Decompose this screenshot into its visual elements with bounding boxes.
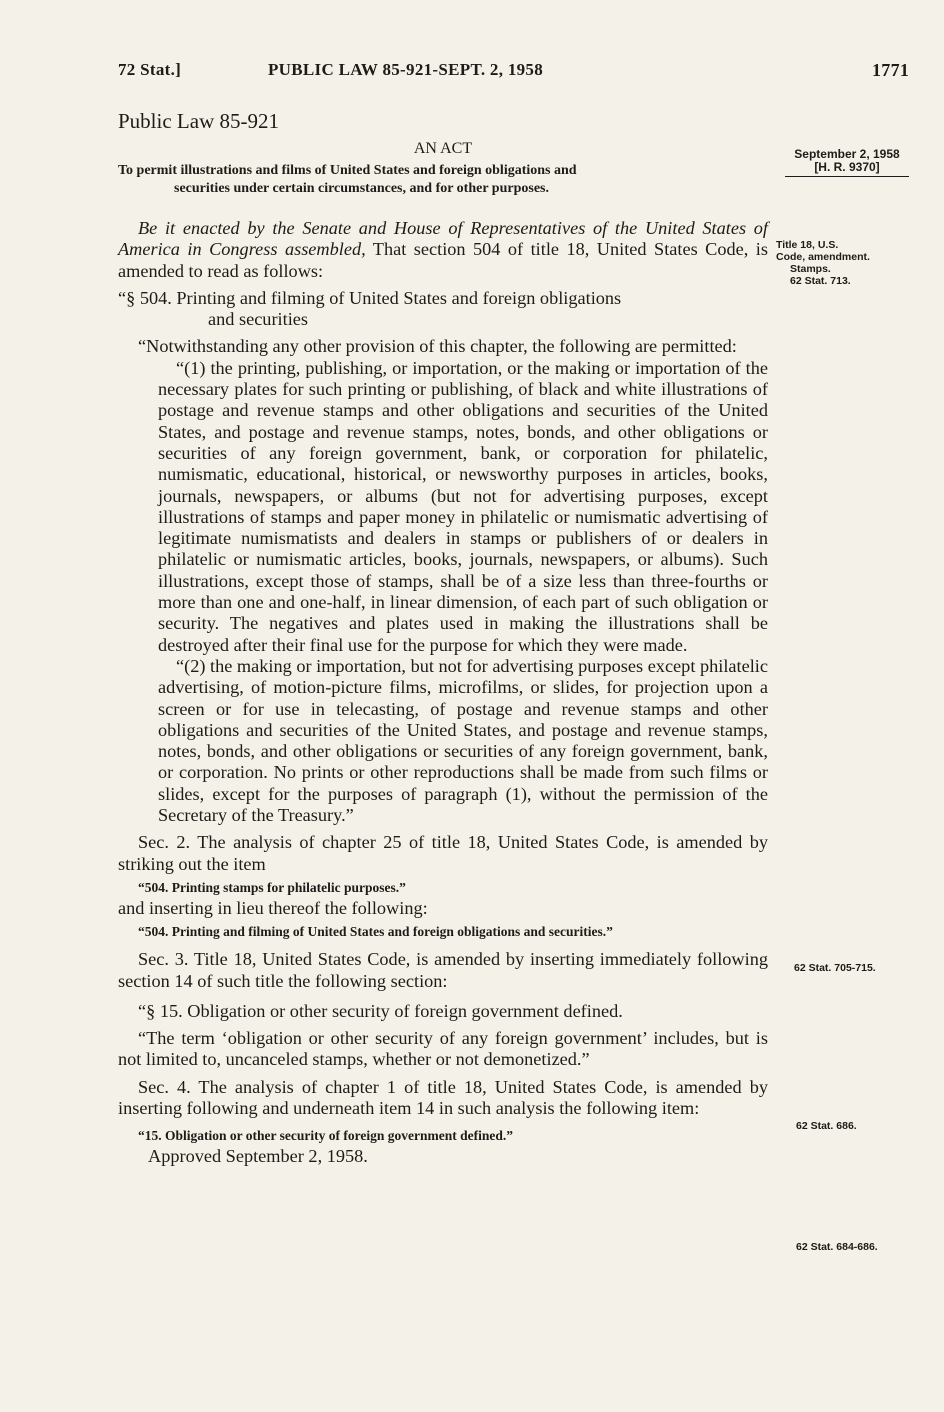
- margin-ref-sec2: 62 Stat. 705-715.: [794, 962, 876, 974]
- approved-date: Approved September 2, 1958.: [148, 1146, 368, 1167]
- section-15-text: “The term ‘obligation or other security of any foreign government’ includes, but is not limited to, uncanceled stamps, whether or not demonetized.”: [118, 1028, 768, 1070]
- running-header: PUBLIC LAW 85-921-SEPT. 2, 1958: [268, 60, 544, 79]
- notwithstanding-paragraph: “Notwithstanding any other provision of this chapter, the following are permitted:: [138, 336, 737, 357]
- stat-volume: 72 Stat.]: [118, 60, 182, 79]
- page-number: 1771: [872, 60, 910, 80]
- section-504-heading-1: “§ 504. Printing and filming of United States and foreign obligations: [118, 287, 622, 308]
- act-heading: AN ACT: [413, 140, 473, 157]
- margin-rule: [785, 176, 909, 177]
- enacting-clause: [118, 218, 768, 282]
- section-2: Sec. 2. The analysis of chapter 25 of title 18, United States Code, is amended by striking out the item: [118, 832, 768, 874]
- section-504-heading-2: and securities: [208, 309, 309, 330]
- enacting-rest: That section 504 of title 18, United States Code, is amended to read as follows:: [118, 239, 768, 281]
- purpose-line-2: securities under certain circumstances, and for other purposes.: [174, 181, 549, 196]
- purpose-line-1: To permit illustrations and films of United States and foreign obligations and: [118, 163, 577, 178]
- section-3: Sec. 3. Title 18, United States Code, is amended by inserting immediately following section 14 of such title the following section:: [118, 949, 768, 991]
- enacting-italic: Be it enacted by the Senate and House of Representatives of the United States of America in Congress assembled,: [118, 218, 768, 260]
- paragraph-2: “(2) the making or importation, but not for advertising purposes except philatelic advertising, of motion-picture films, microfilms, or slides, for projection upon a screen or for use in telecasting, of postage and revenue stamps and other obligations and securities of the United States, and postage and revenue stamps, notes, bonds, and other obligations or securities of any foreign government, bank, or corporation. No prints or other reproductions shall be made from such films or slides, except for the purposes of paragraph (1), without the permission of the Secretary of the Treasury.”: [158, 655, 768, 826]
- margin-date: September 2, 1958: [794, 147, 900, 161]
- margin-date-note: [779, 148, 915, 177]
- section-4: Sec. 4. The analysis of chapter 1 of title 18, United States Code, is amended by inserting following and underneath item 14 in such analysis the following item:: [118, 1076, 768, 1118]
- inserting-in-lieu: and inserting in lieu thereof the following:: [118, 897, 428, 918]
- margin-title-4: 62 Stat. 713.: [790, 275, 851, 287]
- margin-ref-sec4: 62 Stat. 684-686.: [796, 1241, 878, 1253]
- act-purpose: [118, 162, 773, 198]
- margin-bill: [H. R. 9370]: [814, 160, 880, 174]
- item-504-old: “504. Printing stamps for philatelic purposes.”: [138, 879, 406, 895]
- main-text: [118, 218, 768, 1168]
- margin-title-1: Title 18, U.S.: [776, 239, 839, 251]
- section-15-heading: “§ 15. Obligation or other security of foreign government defined.: [138, 1000, 623, 1021]
- margin-title-3: Stamps.: [790, 263, 831, 275]
- item-504-new: “504. Printing and filming of United States and foreign obligations and securities.”: [138, 924, 613, 940]
- paragraph-1: “(1) the printing, publishing, or importation, or the making or importation of the necessary plates for such printing or publishing, of black and white illustrations of postage and revenue stamps and other obligations and securities of the United States, and postage and revenue stamps, notes, bonds, and other obligations or securities of any foreign government, bank, or corporation for philatelic, numismatic, educational, historical, or newsworthy purposes in articles, books, journals, newspapers, or albums (but not for advertising purposes, except illustrations of stamps and paper money in philatelic or numismatic advertising of legitimate numismatists and dealers in stamps or publishers of or dealers in philatelic or numismatic articles, books, journals, newspapers, or albums). Such illustrations, except those of stamps, shall be of a size less than three-fourths or more than one and one-half, in linear dimension, of each part of such obligation or security. The negatives and plates used in making the illustrations shall be destroyed after their final use for the purpose for which they were made.: [158, 357, 768, 655]
- section-504-heading: [118, 288, 768, 331]
- margin-ref-sec3: 62 Stat. 686.: [796, 1120, 857, 1132]
- item-15: “15. Obligation or other security of foreign government defined.”: [138, 1128, 513, 1144]
- law-title: Public Law 85-921: [118, 109, 279, 133]
- margin-title-note: [776, 239, 916, 287]
- margin-title-2: Code, amendment.: [776, 251, 870, 263]
